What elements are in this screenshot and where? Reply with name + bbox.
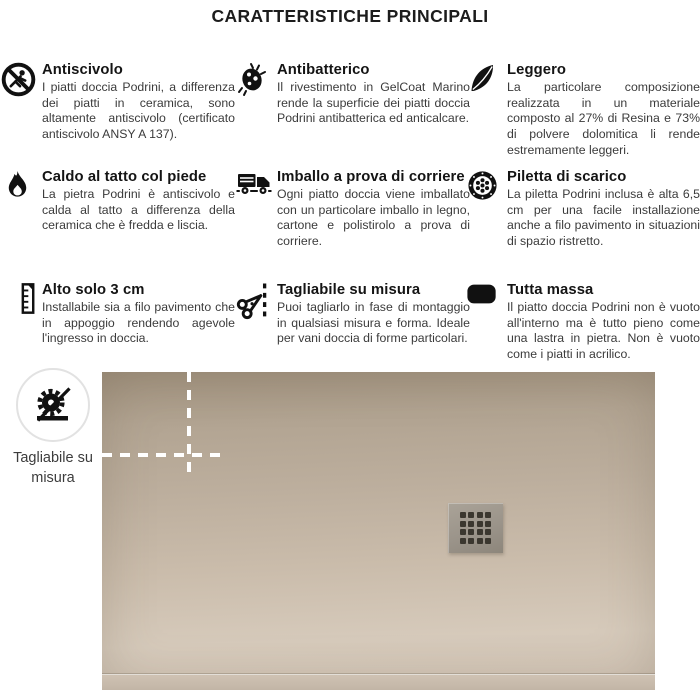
- tray-front-edge: [102, 674, 655, 690]
- feature-body: I piatti doccia Podrini, a differenza dei piatti in ceramica, sono altamente antiscivolo (certificato antiscivolo ANSY A 137).: [42, 80, 235, 142]
- feature-alto-3cm: [42, 282, 235, 347]
- feature-body: Puoi tagliarlo in fase di montaggio in qualsiasi misura e forma. Ideale per vani doccia di forme particolari.: [277, 300, 470, 346]
- flame-icon: [1, 169, 39, 209]
- product-photo: [102, 372, 655, 690]
- feature-piletta: [507, 169, 700, 250]
- feature-title: Tutta massa: [507, 282, 594, 298]
- feature-title: Antibatterico: [277, 62, 370, 78]
- cut-line-vertical: [187, 372, 191, 479]
- feature-imballo: [277, 169, 470, 250]
- bacteria-icon: [236, 62, 274, 102]
- page-title: CARATTERISTICHE PRINCIPALI: [211, 6, 489, 26]
- feature-title: Antiscivolo: [42, 62, 123, 78]
- feature-body: La particolare composizione realizzata in un materiale composto al 27% di Resina e 73% di polvere dolomitica li rende estremamente leggeri.: [507, 80, 700, 157]
- feature-title: Caldo al tatto col piede: [42, 169, 207, 185]
- cut-line-horizontal: [102, 453, 221, 457]
- feature-body: Il rivestimento in GelCoat Marino rende la superficie dei piatti doccia Podrini antibatterica ed anticalcare.: [277, 80, 470, 126]
- feature-body: La piletta Podrini inclusa è alta 6,5 cm per una facile installazione anche a filo pavimento in situazioni di spazio ristretto.: [507, 187, 700, 249]
- feature-title: Alto solo 3 cm: [42, 282, 145, 298]
- feature-caldo-al-tatto: [42, 169, 235, 234]
- feature-antibatterico: [277, 62, 470, 127]
- feature-tutta-massa: [507, 282, 700, 363]
- feature-body: La pietra Podrini è antiscivolo e calda al tatto a differenza della ceramica che è fredda e liscia.: [42, 187, 235, 233]
- feature-title: Tagliabile su misura: [277, 282, 421, 298]
- feature-leggero: [507, 62, 700, 159]
- feather-icon: [466, 62, 504, 102]
- ruler-icon: [20, 282, 58, 322]
- solid-slab-icon: [466, 282, 504, 322]
- feature-antiscivolo: [42, 62, 235, 143]
- feature-title: Piletta di scarico: [507, 169, 627, 185]
- drain-holes: [460, 512, 492, 544]
- feature-body: Ogni piatto doccia viene imballato con un particolare imballo in legno, cartone e polistirolo a prova di corriere.: [277, 187, 470, 249]
- feature-title: Imballo a prova di corriere: [277, 169, 465, 185]
- badge-label: Tagliabile su misura: [13, 450, 93, 487]
- feature-title: Leggero: [507, 62, 567, 78]
- delivery-truck-icon: [236, 169, 274, 209]
- drain-icon: [466, 169, 504, 209]
- feature-body: Il piatto doccia Podrini non è vuoto all'interno ma è tutto pieno come una lastra in pietra. Non è vuoto come i piatti in acrilico.: [507, 300, 700, 362]
- circular-saw-icon: [16, 368, 90, 442]
- feature-tagliabile: [277, 282, 470, 347]
- scissors-icon: [236, 282, 274, 322]
- no-slip-icon: [1, 62, 39, 102]
- feature-body: Installabile sia a filo pavimento che in appoggio rendendo agevole l'ingresso in doccia.: [42, 300, 235, 346]
- drain-grate: [448, 503, 503, 553]
